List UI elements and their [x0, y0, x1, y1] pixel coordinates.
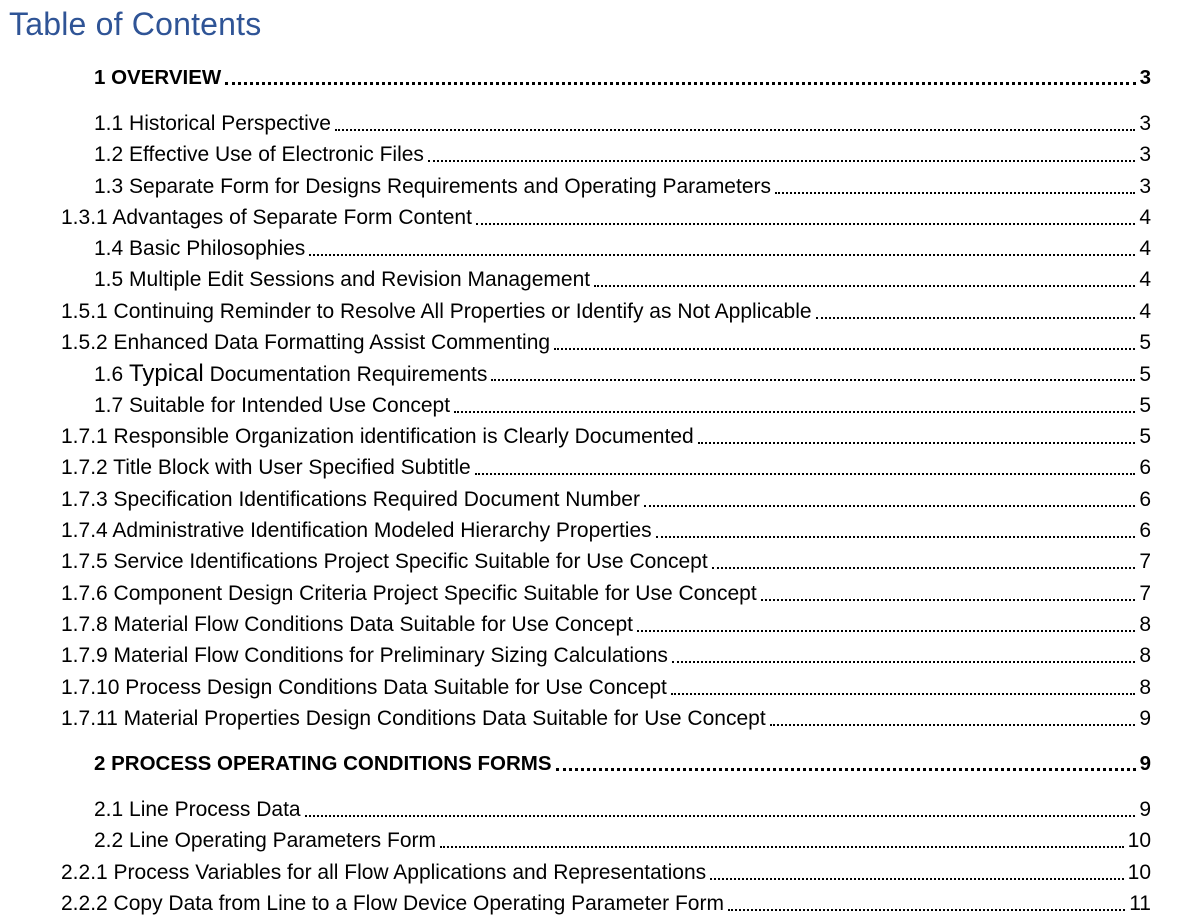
dot-leader: [303, 796, 1138, 824]
dot-leader: [773, 173, 1137, 201]
dot-leader: [654, 517, 1138, 545]
toc-entry-label: 2.1 Line Process Data: [94, 798, 301, 821]
dot-leader: [642, 486, 1137, 514]
toc-entry-label: 1.7.6 Component Design Criteria Project Specific Suitable for Use Concept: [61, 582, 757, 605]
toc-entry-2-2-2[interactable]: [61, 890, 1151, 918]
toc-entry-label: 1 OVERVIEW: [94, 66, 222, 89]
toc-entry-label: 1.4 Basic Philosophies: [94, 237, 306, 260]
toc-page-number: 6: [1139, 456, 1151, 479]
toc-page-number: 10: [1127, 861, 1151, 884]
toc-entry-1-3[interactable]: [94, 173, 1151, 201]
toc-page-number: 11: [1129, 892, 1151, 915]
toc-page-number: 3: [1139, 112, 1151, 135]
toc-entry-1-7-5[interactable]: [61, 548, 1151, 576]
toc-page-number: 4: [1139, 268, 1151, 291]
toc-entry-label: 1.7.5 Service Identifications Project Specific Suitable for Use Concept: [61, 550, 708, 573]
toc-entry-1-7-4[interactable]: [61, 517, 1151, 545]
toc-entry-label: 2 PROCESS OPERATING CONDITIONS FORMS: [94, 752, 552, 775]
toc-entry-2-2-1[interactable]: [61, 859, 1151, 887]
toc-entry-label: 1.7.1 Responsible Organization identification is Clearly Documented: [61, 425, 694, 448]
dot-leader: [708, 859, 1126, 887]
toc-page-number: 8: [1139, 676, 1151, 699]
toc-page-number: 6: [1139, 488, 1151, 511]
toc-page-number: 5: [1139, 394, 1151, 417]
dot-leader: [710, 548, 1138, 576]
dot-leader: [696, 423, 1138, 451]
toc-entry-label: 1.5.2 Enhanced Data Formatting Assist Commenting: [61, 331, 551, 354]
toc-page-number: 4: [1139, 300, 1151, 323]
toc-entry-1-7-9[interactable]: [61, 642, 1151, 670]
toc-page-number: 3: [1139, 143, 1151, 166]
dot-leader: [307, 235, 1137, 263]
toc-page-number: 8: [1139, 644, 1151, 667]
toc-page-number: 10: [1127, 829, 1151, 852]
toc-entry-label: 2.2.2 Copy Data from Line to a Flow Device Operating Parameter Form: [61, 892, 724, 915]
toc-entry-1-4[interactable]: [94, 235, 1151, 263]
toc-entry-label: 1.7.11 Material Properties Design Conditions Data Suitable for Use Concept: [61, 707, 766, 730]
dot-leader: [768, 705, 1138, 733]
dot-leader: [670, 642, 1137, 670]
toc-page-number: 7: [1139, 582, 1151, 605]
dot-leader: [333, 110, 1137, 138]
toc-entry-label: 2.2 Line Operating Parameters Form: [94, 829, 436, 852]
dot-leader: [554, 750, 1138, 778]
dot-leader: [223, 64, 1137, 92]
dot-leader: [814, 298, 1138, 326]
toc-entry-label: 1.7.9 Material Flow Conditions for Preliminary Sizing Calculations: [61, 644, 668, 667]
toc-page-number: 3: [1139, 66, 1151, 89]
toc-entry-1-1[interactable]: [94, 110, 1151, 138]
toc-entry-2-process-operating-conditions-forms[interactable]: [94, 750, 1151, 778]
toc-entry-label: 1.7.2 Title Block with User Specified Subtitle: [61, 456, 471, 479]
toc-page-number: 7: [1139, 550, 1151, 573]
dot-leader: [489, 360, 1137, 388]
toc-entry-1-7-10[interactable]: [61, 674, 1151, 702]
toc-entry-1-7-2[interactable]: [61, 454, 1151, 482]
toc-entry-label: 1.7 Suitable for Intended Use Concept: [94, 394, 451, 417]
toc-entry-1-7-1[interactable]: [61, 423, 1151, 451]
toc-entry-label: 1.5 Multiple Edit Sessions and Revision Management: [94, 268, 591, 291]
toc-entry-label: [94, 360, 489, 389]
toc-page-number: 5: [1139, 331, 1151, 354]
toc-page-number: 9: [1139, 798, 1151, 821]
toc-entry-label: 1.5.1 Continuing Reminder to Resolve All Properties or Identify as Not Applicable: [61, 300, 812, 323]
toc-entry-1-overview[interactable]: [94, 64, 1151, 92]
toc-entry-label: 1.7.4 Administrative Identification Modeled Hierarchy Properties: [61, 519, 652, 542]
toc-page-number: 5: [1139, 363, 1151, 386]
dot-leader: [726, 890, 1127, 918]
toc-page-number: 9: [1139, 707, 1151, 730]
toc-page-number: 9: [1139, 752, 1151, 775]
dot-leader: [426, 141, 1137, 169]
dot-leader: [452, 392, 1137, 420]
toc-page-number: 5: [1139, 425, 1151, 448]
toc-entry-label: 1.7.10 Process Design Conditions Data Suitable for Use Concept: [61, 676, 667, 699]
toc-entry-2-2[interactable]: [94, 827, 1151, 855]
toc-entry-label: 1.2 Effective Use of Electronic Files: [94, 143, 424, 166]
toc-entry-2-1[interactable]: [94, 796, 1151, 824]
toc-page-number: 6: [1139, 519, 1151, 542]
dot-leader: [473, 454, 1138, 482]
dot-leader: [552, 329, 1137, 357]
toc-entry-label-prefix: 1.6: [94, 363, 130, 386]
dot-leader: [669, 674, 1137, 702]
toc-title: Table of Contents: [9, 6, 262, 42]
toc-entry-label: 1.3.1 Advantages of Separate Form Content: [61, 206, 472, 229]
toc-entry-1-5-1[interactable]: [61, 298, 1151, 326]
toc-entry-label-emphasis: Typical: [129, 360, 204, 387]
toc-entry-1-5-2[interactable]: [61, 329, 1151, 357]
dot-leader: [635, 611, 1137, 639]
toc-entry-1-3-1[interactable]: [61, 204, 1151, 232]
toc-entry-1-7-8[interactable]: [61, 611, 1151, 639]
toc-entry-label: 2.2.1 Process Variables for all Flow Applications and Representations: [61, 861, 707, 884]
toc-entry-label: 1.3 Separate Form for Designs Requirements and Operating Parameters: [94, 175, 771, 198]
toc-entry-label-suffix: Documentation Requirements: [203, 363, 488, 386]
toc-entry-1-7-11[interactable]: [61, 705, 1151, 733]
dot-leader: [474, 204, 1137, 232]
toc-entry-label: 1.7.3 Specification Identifications Required Document Number: [61, 488, 640, 511]
dot-leader: [438, 827, 1126, 855]
toc-entry-1-6[interactable]: [94, 360, 1151, 388]
toc-entry-label: 1.1 Historical Perspective: [94, 112, 331, 135]
toc-entry-1-7-3[interactable]: [61, 486, 1151, 514]
toc-page-number: 4: [1139, 237, 1151, 260]
toc-entry-1-2[interactable]: [94, 141, 1151, 169]
toc-page-number: 3: [1139, 175, 1151, 198]
toc-entry-1-7[interactable]: [94, 392, 1151, 420]
dot-leader: [592, 266, 1137, 294]
toc-page-number: 8: [1139, 613, 1151, 636]
dot-leader: [759, 580, 1138, 608]
toc-entry-label: 1.7.8 Material Flow Conditions Data Suitable for Use Concept: [61, 613, 633, 636]
toc-entry-1-7-6[interactable]: [61, 580, 1151, 608]
toc-entry-1-5[interactable]: [94, 266, 1151, 294]
toc-page-number: 4: [1139, 206, 1151, 229]
